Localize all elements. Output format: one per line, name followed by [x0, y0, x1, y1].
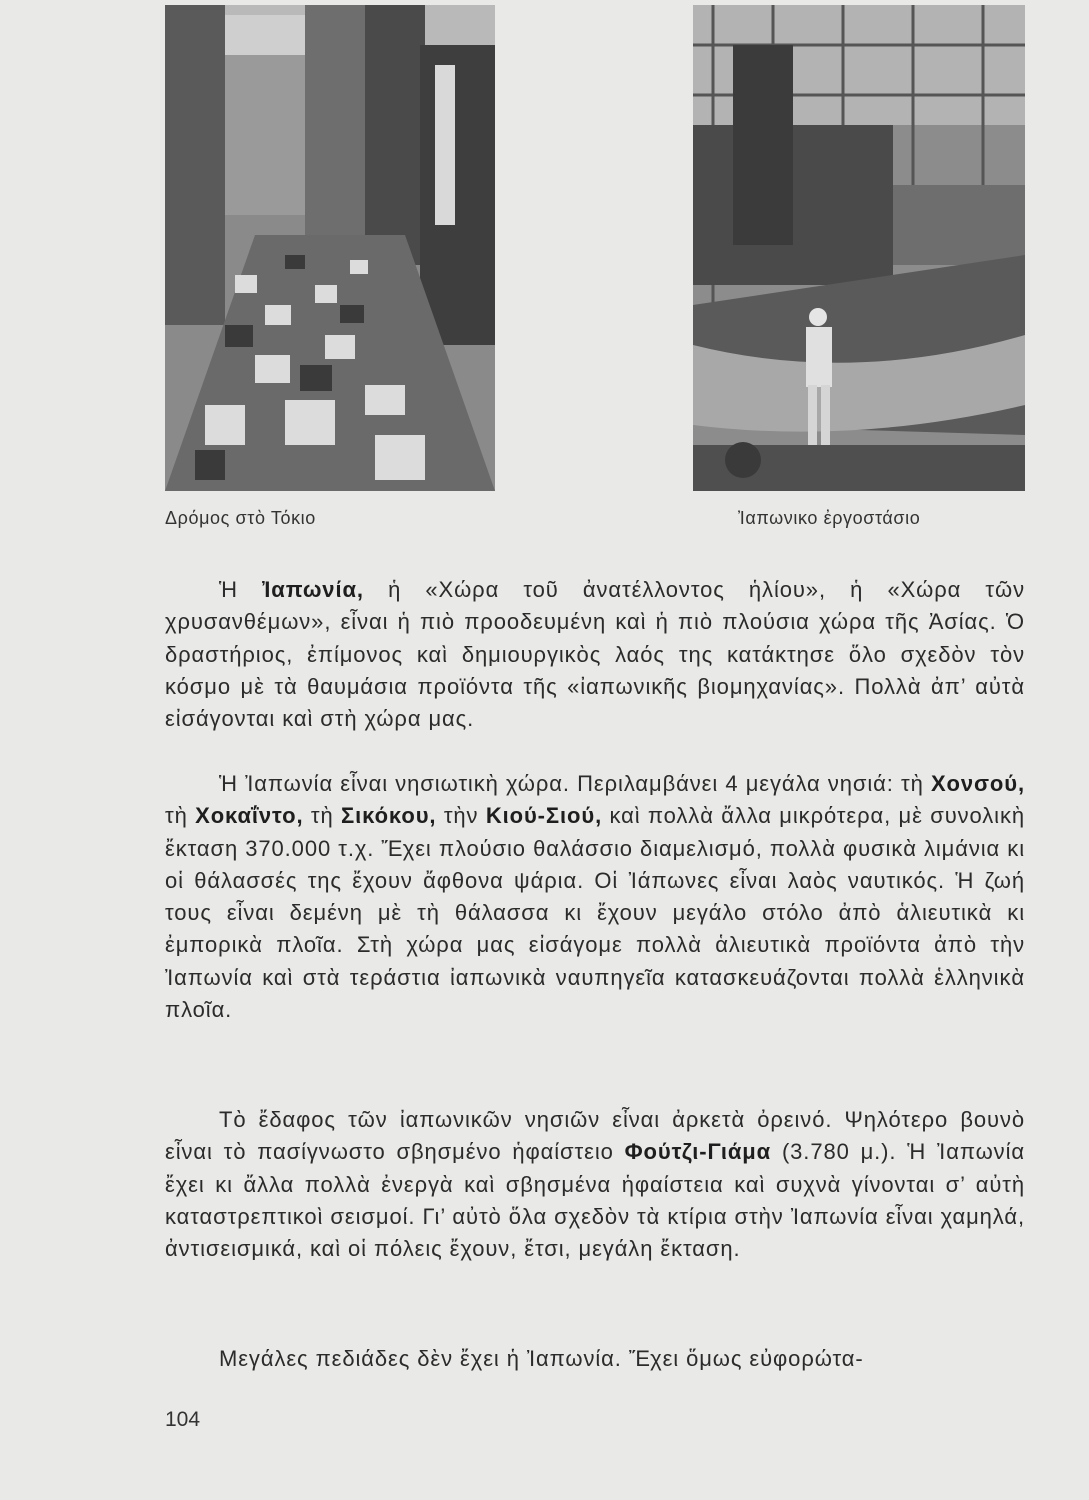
page-number: 104 [165, 1408, 201, 1431]
paragraph-terrain: Τὸ ἔδαφος τῶν ἰαπωνικῶν νησιῶν εἶναι ἀρκετὰ ὀρεινό. Ψηλότερο βουνὸ εἶναι τὸ πασίγνωστο σβησμένο ἡφαίστειο Φούτζι-Γιάμα (3.780 μ.). Ἡ Ἰαπωνία ἔχει κι ἄλλα πολλὰ ἐνεργὰ καὶ σβησμένα ἡφαίστεια καὶ συχνὰ γίνονται σ’ αὐτὴ καταστρεπτικοὶ σεισμοί. Γι’ αὐτὸ ὅλα σχεδὸν τὰ κτίρια στὴν Ἰαπωνία εἶναι χαμηλά, ἀντισεισμικά, καὶ οἱ πόλεις ἔχουν, ἔτσι, μεγάλη ἔκταση. [165, 1107, 1025, 1262]
paragraph-islands: Ἡ Ἰαπωνία εἶναι νησιωτικὴ χώρα. Περιλαμβάνει 4 μεγάλα νησιά: τὴ Χονσού, τὴ Χοκαΐντο, τὴ Σικόκου, τὴν Κιού-Σιού, καὶ πολλὰ ἄλλα μικρότερα, μὲ συνολικὴ ἔκταση 370.000 τ.χ. Ἔχει πλούσιο θαλάσσιο διαμελισμό, πολλὰ φυσικὰ λιμάνια κι οἱ θάλασσές της ἔχουν ἄφθονα ψάρια. Οἱ Ἰάπωνες εἶναι λαὸς ναυτικός. Ἡ ζωή τους εἶναι δεμένη μὲ τὴ θάλασσα κι ἔχουν μεγάλο στόλο ἀπὸ ἁλιευτικὰ κι ἐμπορικὰ πλοῖα. Στὴ χώρα μας εἰσάγομε πολλὰ ἁλιευτικὰ προϊόντα ἀπὸ τὴν Ἰαπωνία καὶ στὰ τεράστια ἰαπωνικὰ ναυπηγεῖα κατασκευάζονται πολλὰ ἑλληνικὰ πλοῖα. [165, 771, 1025, 1023]
term-shikoku: Σικόκου, [341, 803, 437, 829]
term-kyushu: Κιού-Σιού, [485, 803, 603, 829]
term-honshu: Χονσού, [930, 771, 1025, 796]
term-japan: Ἰαπωνία, [262, 577, 364, 602]
photo-caption-factory: Ἰαπωνικο ἐργοστάσιο [738, 508, 921, 528]
paragraph-plains: Μεγάλες πεδιάδες δὲν ἔχει ἡ Ἰαπωνία. Ἔχει ὅμως εὐφορώτα- [219, 1346, 864, 1371]
paragraph-japan-intro: Ἡ Ἰαπωνία, ἡ «Χώρα τοῦ ἀνατέλλοντος ἡλίου», ἡ «Χώρα τῶν χρυσανθέμων», εἶναι ἡ πιὸ προοδευμένη καὶ ἡ πιὸ πλούσια χώρα τῆς Ἀσίας. Ὁ δραστήριος, ἐπίμονος καὶ δημιουργικὸς λαός της κατάκτησε ὅλο σχεδὸν τὸν κόσμο μὲ τὰ θαυμάσια προϊόντα τῆς «ἰαπωνικῆς βιομηχανίας». Πολλὰ ἀπ’ αὐτὰ εἰσάγονται καὶ στὴ χώρα μας. [165, 577, 1025, 732]
tokyo-street-photo [165, 5, 495, 491]
term-fuji: Φούτζι-Γιάμα [624, 1139, 772, 1165]
japanese-factory-photo [693, 5, 1025, 491]
photo-caption-tokyo: Δρόμος στὸ Τόκιο [165, 508, 316, 528]
term-hokkaido: Χοκαΐντο, [195, 803, 304, 829]
